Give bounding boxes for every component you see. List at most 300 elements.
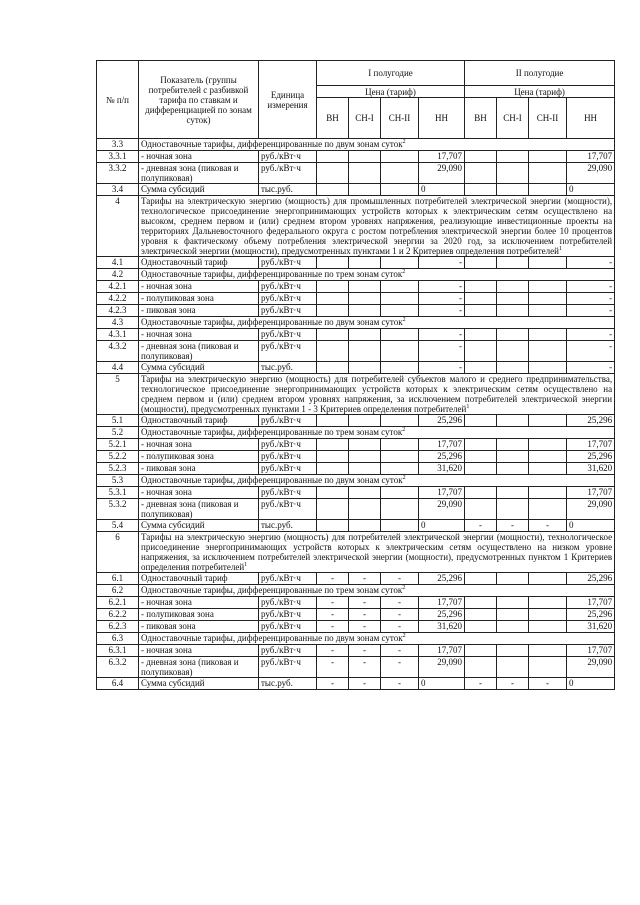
header-col: СН-II bbox=[381, 98, 419, 139]
value-cell: 25,296 bbox=[419, 609, 465, 621]
value-cell bbox=[381, 341, 419, 362]
row-name: - ночная зона bbox=[139, 329, 259, 341]
footnote-mark: 2 bbox=[402, 269, 406, 275]
value-cell bbox=[465, 293, 497, 305]
table-row bbox=[97, 293, 615, 305]
table-row bbox=[97, 463, 615, 475]
row-name: - пиковая зона bbox=[139, 305, 259, 317]
row-unit: руб./кВт·ч bbox=[259, 305, 317, 317]
value-cell: - bbox=[349, 573, 381, 585]
value-cell: 17,707 bbox=[567, 645, 615, 657]
row-num: 5.1 bbox=[97, 415, 139, 427]
row-num: 5.3 bbox=[97, 475, 139, 487]
value-cell bbox=[497, 362, 529, 374]
value-cell: 0 bbox=[567, 520, 615, 532]
row-unit: руб./кВт·ч bbox=[259, 657, 317, 678]
value-cell bbox=[317, 362, 349, 374]
row-name: Сумма субсидий bbox=[139, 678, 259, 690]
value-cell: - bbox=[381, 678, 419, 690]
header-col: НН bbox=[419, 98, 465, 139]
value-cell bbox=[381, 281, 419, 293]
value-cell bbox=[529, 257, 567, 269]
row-num: 5 bbox=[97, 374, 139, 415]
value-cell bbox=[465, 487, 497, 499]
value-cell: 0 bbox=[567, 184, 615, 196]
value-cell bbox=[349, 163, 381, 184]
value-cell bbox=[529, 329, 567, 341]
value-cell bbox=[497, 439, 529, 451]
value-cell bbox=[349, 151, 381, 163]
header-col: СН-II bbox=[529, 98, 567, 139]
value-cell bbox=[529, 645, 567, 657]
row-name: - полупиковая зона bbox=[139, 451, 259, 463]
row-unit: руб./кВт·ч bbox=[259, 573, 317, 585]
value-cell bbox=[497, 609, 529, 621]
table-row bbox=[97, 573, 615, 585]
table-row bbox=[97, 196, 615, 257]
row-unit: руб./кВт·ч bbox=[259, 609, 317, 621]
value-cell bbox=[381, 257, 419, 269]
row-name: - пиковая зона bbox=[139, 463, 259, 475]
row-num: 6.3.2 bbox=[97, 657, 139, 678]
header-col: НН bbox=[567, 98, 615, 139]
row-num: 6.1 bbox=[97, 573, 139, 585]
footnote-mark: 2 bbox=[402, 475, 406, 481]
table-row bbox=[97, 305, 615, 317]
value-cell bbox=[497, 573, 529, 585]
value-cell bbox=[465, 257, 497, 269]
value-cell bbox=[529, 341, 567, 362]
value-cell bbox=[465, 463, 497, 475]
row-num: 4.1 bbox=[97, 257, 139, 269]
table-row bbox=[97, 597, 615, 609]
row-name: - пиковая зона bbox=[139, 621, 259, 633]
section-title bbox=[139, 475, 615, 487]
value-cell bbox=[529, 281, 567, 293]
row-unit: руб./кВт·ч bbox=[259, 257, 317, 269]
value-cell: - bbox=[381, 573, 419, 585]
section-title bbox=[139, 427, 615, 439]
value-cell bbox=[349, 329, 381, 341]
value-cell bbox=[465, 184, 497, 196]
table-row bbox=[97, 184, 615, 196]
row-num: 4.2 bbox=[97, 269, 139, 281]
header-unit: Единица измерения bbox=[259, 61, 317, 139]
value-cell: - bbox=[317, 657, 349, 678]
value-cell: - bbox=[317, 645, 349, 657]
value-cell bbox=[497, 499, 529, 520]
row-num: 4.3.2 bbox=[97, 341, 139, 362]
row-unit: руб./кВт·ч bbox=[259, 439, 317, 451]
row-num: 4.3 bbox=[97, 317, 139, 329]
row-num: 5.2.2 bbox=[97, 451, 139, 463]
paragraph-text: Тарифы на электрическую энергию (мощность) для потребителей субъектов малого и среднего предпринимательства, технологическое присоединение энергопринимающих устройств которых к электрическим сетям осуществлено на среднем первом и (или) среднем втором уровнях напряжения, за исключением потребителей электрической энергии (мощности), предусмотренных пунктами 1 - 3 Критериев определения потребителей bbox=[141, 374, 613, 414]
value-cell: - bbox=[381, 609, 419, 621]
table-row bbox=[97, 678, 615, 690]
row-unit: руб./кВт·ч bbox=[259, 341, 317, 362]
value-cell bbox=[529, 657, 567, 678]
value-cell bbox=[349, 257, 381, 269]
value-cell bbox=[529, 573, 567, 585]
value-cell bbox=[317, 520, 349, 532]
footnote-mark: 1 bbox=[244, 562, 248, 568]
value-cell: 0 bbox=[419, 678, 465, 690]
value-cell: - bbox=[349, 609, 381, 621]
row-name: - полупиковая зона bbox=[139, 293, 259, 305]
value-cell bbox=[497, 305, 529, 317]
row-num: 6.3 bbox=[97, 633, 139, 645]
value-cell: - bbox=[567, 341, 615, 362]
header-price2: Цена (тариф) bbox=[465, 86, 615, 98]
header-col: СН-I bbox=[349, 98, 381, 139]
value-cell: 29,090 bbox=[419, 163, 465, 184]
value-cell bbox=[317, 305, 349, 317]
value-cell bbox=[317, 293, 349, 305]
table-row bbox=[97, 281, 615, 293]
value-cell bbox=[529, 415, 567, 427]
header-price1: Цена (тариф) bbox=[317, 86, 465, 98]
value-cell: - bbox=[349, 645, 381, 657]
row-name: - дневная зона (пиковая и полупиковая) bbox=[139, 341, 259, 362]
value-cell: - bbox=[419, 257, 465, 269]
header-half2: II полугодие bbox=[465, 61, 615, 86]
row-unit: руб./кВт·ч bbox=[259, 597, 317, 609]
row-name: - дневная зона (пиковая и полупиковая) bbox=[139, 499, 259, 520]
value-cell: - bbox=[349, 621, 381, 633]
value-cell bbox=[529, 151, 567, 163]
row-unit: тыс.руб. bbox=[259, 678, 317, 690]
row-name: - ночная зона bbox=[139, 597, 259, 609]
table-row bbox=[97, 269, 615, 281]
table-row bbox=[97, 415, 615, 427]
footnote-mark: 1 bbox=[558, 246, 562, 252]
value-cell bbox=[317, 439, 349, 451]
row-num: 4.3.1 bbox=[97, 329, 139, 341]
section-title bbox=[139, 139, 615, 151]
value-cell bbox=[317, 341, 349, 362]
table-body bbox=[97, 139, 615, 690]
footnote-mark: 2 bbox=[402, 585, 406, 591]
footnote-mark: 2 bbox=[402, 317, 406, 323]
value-cell bbox=[317, 499, 349, 520]
value-cell bbox=[381, 293, 419, 305]
value-cell bbox=[349, 305, 381, 317]
table-row bbox=[97, 657, 615, 678]
value-cell bbox=[465, 329, 497, 341]
value-cell bbox=[349, 362, 381, 374]
value-cell: 17,707 bbox=[419, 597, 465, 609]
row-name: Одноставочный тариф bbox=[139, 415, 259, 427]
table-row bbox=[97, 621, 615, 633]
value-cell: - bbox=[317, 678, 349, 690]
table-row bbox=[97, 257, 615, 269]
row-num: 6.2.2 bbox=[97, 609, 139, 621]
table-row bbox=[97, 317, 615, 329]
value-cell bbox=[349, 341, 381, 362]
row-name: Сумма субсидий bbox=[139, 520, 259, 532]
value-cell bbox=[465, 151, 497, 163]
value-cell: - bbox=[419, 293, 465, 305]
value-cell: - bbox=[317, 573, 349, 585]
paragraph bbox=[139, 374, 615, 415]
row-num: 4.2.2 bbox=[97, 293, 139, 305]
value-cell: 17,707 bbox=[567, 151, 615, 163]
value-cell: 25,296 bbox=[419, 415, 465, 427]
value-cell: - bbox=[381, 621, 419, 633]
row-name: - дневная зона (пиковая и полупиковая) bbox=[139, 163, 259, 184]
value-cell: 31,620 bbox=[567, 621, 615, 633]
value-cell: 17,707 bbox=[419, 487, 465, 499]
value-cell bbox=[465, 281, 497, 293]
value-cell bbox=[465, 362, 497, 374]
row-num: 3.4 bbox=[97, 184, 139, 196]
value-cell bbox=[465, 573, 497, 585]
value-cell: 25,296 bbox=[567, 415, 615, 427]
value-cell: 0 bbox=[567, 678, 615, 690]
value-cell bbox=[465, 499, 497, 520]
row-name: Одноставочный тариф bbox=[139, 573, 259, 585]
value-cell bbox=[497, 293, 529, 305]
value-cell bbox=[381, 451, 419, 463]
value-cell: 17,707 bbox=[419, 645, 465, 657]
value-cell bbox=[497, 184, 529, 196]
value-cell bbox=[317, 184, 349, 196]
value-cell bbox=[465, 163, 497, 184]
row-num: 4 bbox=[97, 196, 139, 257]
tariff-table bbox=[96, 60, 615, 690]
value-cell bbox=[529, 184, 567, 196]
value-cell bbox=[497, 341, 529, 362]
value-cell: - bbox=[567, 329, 615, 341]
row-unit: руб./кВт·ч bbox=[259, 463, 317, 475]
table-row bbox=[97, 427, 615, 439]
value-cell: 31,620 bbox=[419, 621, 465, 633]
value-cell bbox=[381, 151, 419, 163]
value-cell: - bbox=[419, 329, 465, 341]
footnote-mark: 2 bbox=[402, 139, 406, 145]
table-row bbox=[97, 362, 615, 374]
value-cell bbox=[497, 463, 529, 475]
row-unit: руб./кВт·ч bbox=[259, 451, 317, 463]
row-num: 3.3 bbox=[97, 139, 139, 151]
row-num: 6 bbox=[97, 532, 139, 573]
value-cell bbox=[317, 415, 349, 427]
value-cell bbox=[529, 293, 567, 305]
value-cell bbox=[465, 597, 497, 609]
section-title bbox=[139, 585, 615, 597]
table-row bbox=[97, 374, 615, 415]
value-cell bbox=[381, 305, 419, 317]
value-cell bbox=[497, 329, 529, 341]
value-cell bbox=[465, 415, 497, 427]
value-cell: 25,296 bbox=[567, 451, 615, 463]
value-cell: 0 bbox=[419, 184, 465, 196]
table-row bbox=[97, 163, 615, 184]
value-cell bbox=[497, 645, 529, 657]
value-cell bbox=[381, 463, 419, 475]
value-cell: - bbox=[419, 305, 465, 317]
value-cell bbox=[497, 281, 529, 293]
row-unit: руб./кВт·ч bbox=[259, 499, 317, 520]
row-unit: тыс.руб. bbox=[259, 520, 317, 532]
value-cell bbox=[497, 163, 529, 184]
table-row bbox=[97, 329, 615, 341]
value-cell: 31,620 bbox=[567, 463, 615, 475]
row-num: 3.3.1 bbox=[97, 151, 139, 163]
value-cell: 17,707 bbox=[567, 597, 615, 609]
table-row bbox=[97, 439, 615, 451]
table-row bbox=[97, 151, 615, 163]
value-cell: 25,296 bbox=[567, 573, 615, 585]
row-num: 4.4 bbox=[97, 362, 139, 374]
value-cell bbox=[317, 257, 349, 269]
value-cell: - bbox=[567, 257, 615, 269]
value-cell bbox=[529, 597, 567, 609]
value-cell bbox=[497, 415, 529, 427]
row-unit: руб./кВт·ч bbox=[259, 487, 317, 499]
value-cell: - bbox=[349, 678, 381, 690]
value-cell bbox=[317, 163, 349, 184]
row-unit: руб./кВт·ч bbox=[259, 329, 317, 341]
row-unit: руб./кВт·ч bbox=[259, 645, 317, 657]
value-cell: 17,707 bbox=[567, 487, 615, 499]
paragraph bbox=[139, 532, 615, 573]
value-cell: - bbox=[381, 597, 419, 609]
value-cell bbox=[529, 305, 567, 317]
row-unit: руб./кВт·ч bbox=[259, 151, 317, 163]
value-cell bbox=[529, 463, 567, 475]
value-cell bbox=[381, 329, 419, 341]
value-cell bbox=[381, 163, 419, 184]
row-num: 5.3.1 bbox=[97, 487, 139, 499]
value-cell bbox=[529, 163, 567, 184]
row-num: 5.4 bbox=[97, 520, 139, 532]
value-cell: - bbox=[381, 657, 419, 678]
value-cell bbox=[529, 621, 567, 633]
value-cell bbox=[529, 439, 567, 451]
row-name: Сумма субсидий bbox=[139, 184, 259, 196]
value-cell: 17,707 bbox=[419, 439, 465, 451]
value-cell bbox=[381, 499, 419, 520]
value-cell: - bbox=[567, 362, 615, 374]
row-num: 3.3.2 bbox=[97, 163, 139, 184]
row-num: 4.2.3 bbox=[97, 305, 139, 317]
value-cell: 29,090 bbox=[419, 657, 465, 678]
row-unit: тыс.руб. bbox=[259, 362, 317, 374]
value-cell bbox=[349, 439, 381, 451]
paragraph bbox=[139, 196, 615, 257]
value-cell: 17,707 bbox=[567, 439, 615, 451]
value-cell bbox=[317, 281, 349, 293]
value-cell: - bbox=[317, 621, 349, 633]
value-cell bbox=[349, 451, 381, 463]
row-num: 5.2.1 bbox=[97, 439, 139, 451]
footnote-mark: 2 bbox=[402, 427, 406, 433]
value-cell: - bbox=[381, 645, 419, 657]
value-cell bbox=[349, 293, 381, 305]
value-cell bbox=[497, 151, 529, 163]
section-text: Одноставочные тарифы, дифференцированные по трем зонам суток bbox=[141, 269, 403, 279]
value-cell bbox=[349, 184, 381, 196]
header-num: № п/п bbox=[97, 61, 139, 139]
value-cell: - bbox=[465, 678, 497, 690]
table-row bbox=[97, 520, 615, 532]
value-cell bbox=[529, 487, 567, 499]
value-cell bbox=[349, 487, 381, 499]
table-row bbox=[97, 499, 615, 520]
value-cell bbox=[497, 657, 529, 678]
row-unit: руб./кВт·ч bbox=[259, 415, 317, 427]
header-col: ВН bbox=[317, 98, 349, 139]
value-cell bbox=[381, 520, 419, 532]
header-half1: I полугодие bbox=[317, 61, 465, 86]
value-cell bbox=[465, 341, 497, 362]
section-text: Одноставочные тарифы, дифференцированные по двум зонам суток bbox=[141, 633, 403, 643]
value-cell: - bbox=[465, 520, 497, 532]
value-cell bbox=[529, 362, 567, 374]
value-cell: - bbox=[497, 678, 529, 690]
row-name: Одноставочный тариф bbox=[139, 257, 259, 269]
row-name: - дневная зона (пиковая и полупиковая) bbox=[139, 657, 259, 678]
row-name: - ночная зона bbox=[139, 645, 259, 657]
header-col: ВН bbox=[465, 98, 497, 139]
value-cell: 25,296 bbox=[567, 609, 615, 621]
row-num: 6.2.3 bbox=[97, 621, 139, 633]
section-text: Одноставочные тарифы, дифференцированные по трем зонам суток bbox=[141, 585, 403, 595]
value-cell bbox=[497, 621, 529, 633]
value-cell: - bbox=[317, 597, 349, 609]
value-cell bbox=[465, 451, 497, 463]
section-text: Одноставочные тарифы, дифференцированные по трем зонам суток bbox=[141, 427, 403, 437]
value-cell: - bbox=[419, 281, 465, 293]
value-cell: - bbox=[529, 678, 567, 690]
table-row bbox=[97, 645, 615, 657]
table-row bbox=[97, 139, 615, 151]
table-row bbox=[97, 451, 615, 463]
row-name: - ночная зона bbox=[139, 281, 259, 293]
paragraph-text: Тарифы на электрическую энергию (мощность) для промышленных потребителей электрической энергии (мощности), технологическое присоединение энергопринимающих устройств которых к электрическим сетям осуществлено на высоком, среднем первом и (или) среднем втором уровнях напряжения, реализующие инвестиционные проекты на территориях Дальневосточного федерального округа с ростом потребления электрической энергии более 10 процентов уровня к фактическому объему потребления электрической энергии за 2020 год, за исключением потребителей электрической энергии (мощности), предусмотренных пунктами 1 и 2 Критериев определения потребителей bbox=[141, 196, 613, 256]
table-row bbox=[97, 585, 615, 597]
row-num: 5.2 bbox=[97, 427, 139, 439]
table-row bbox=[97, 609, 615, 621]
row-num: 6.3.1 bbox=[97, 645, 139, 657]
paragraph-text: Тарифы на электрическую энергию (мощность) для потребителей электрической энергии (мощности), технологическое присоединение энергопринимающих устройств которых к электрическим сетям осуществлено на низком уровне напряжения, за исключением потребителей электрической энергии (мощности), предусмотренных пунктом 1 Критериев определения потребителей bbox=[141, 532, 613, 572]
value-cell: 0 bbox=[419, 520, 465, 532]
header-col: СН-I bbox=[497, 98, 529, 139]
row-num: 6.2.1 bbox=[97, 597, 139, 609]
header-indicator: Показатель (группы потребителей с разбивкой тарифа по ставкам и дифференциацией по зонам суток) bbox=[139, 61, 259, 139]
value-cell: 29,090 bbox=[567, 499, 615, 520]
value-cell bbox=[529, 609, 567, 621]
value-cell: - bbox=[419, 341, 465, 362]
table-row bbox=[97, 532, 615, 573]
row-num: 4.2.1 bbox=[97, 281, 139, 293]
value-cell bbox=[381, 362, 419, 374]
value-cell bbox=[497, 257, 529, 269]
value-cell bbox=[465, 609, 497, 621]
section-title bbox=[139, 633, 615, 645]
value-cell bbox=[349, 415, 381, 427]
row-name: - ночная зона bbox=[139, 439, 259, 451]
value-cell bbox=[381, 415, 419, 427]
value-cell: - bbox=[529, 520, 567, 532]
footnote-mark: 2 bbox=[402, 633, 406, 639]
value-cell: - bbox=[567, 305, 615, 317]
value-cell bbox=[317, 151, 349, 163]
row-name: - полупиковая зона bbox=[139, 609, 259, 621]
row-num: 5.3.2 bbox=[97, 499, 139, 520]
value-cell bbox=[497, 597, 529, 609]
